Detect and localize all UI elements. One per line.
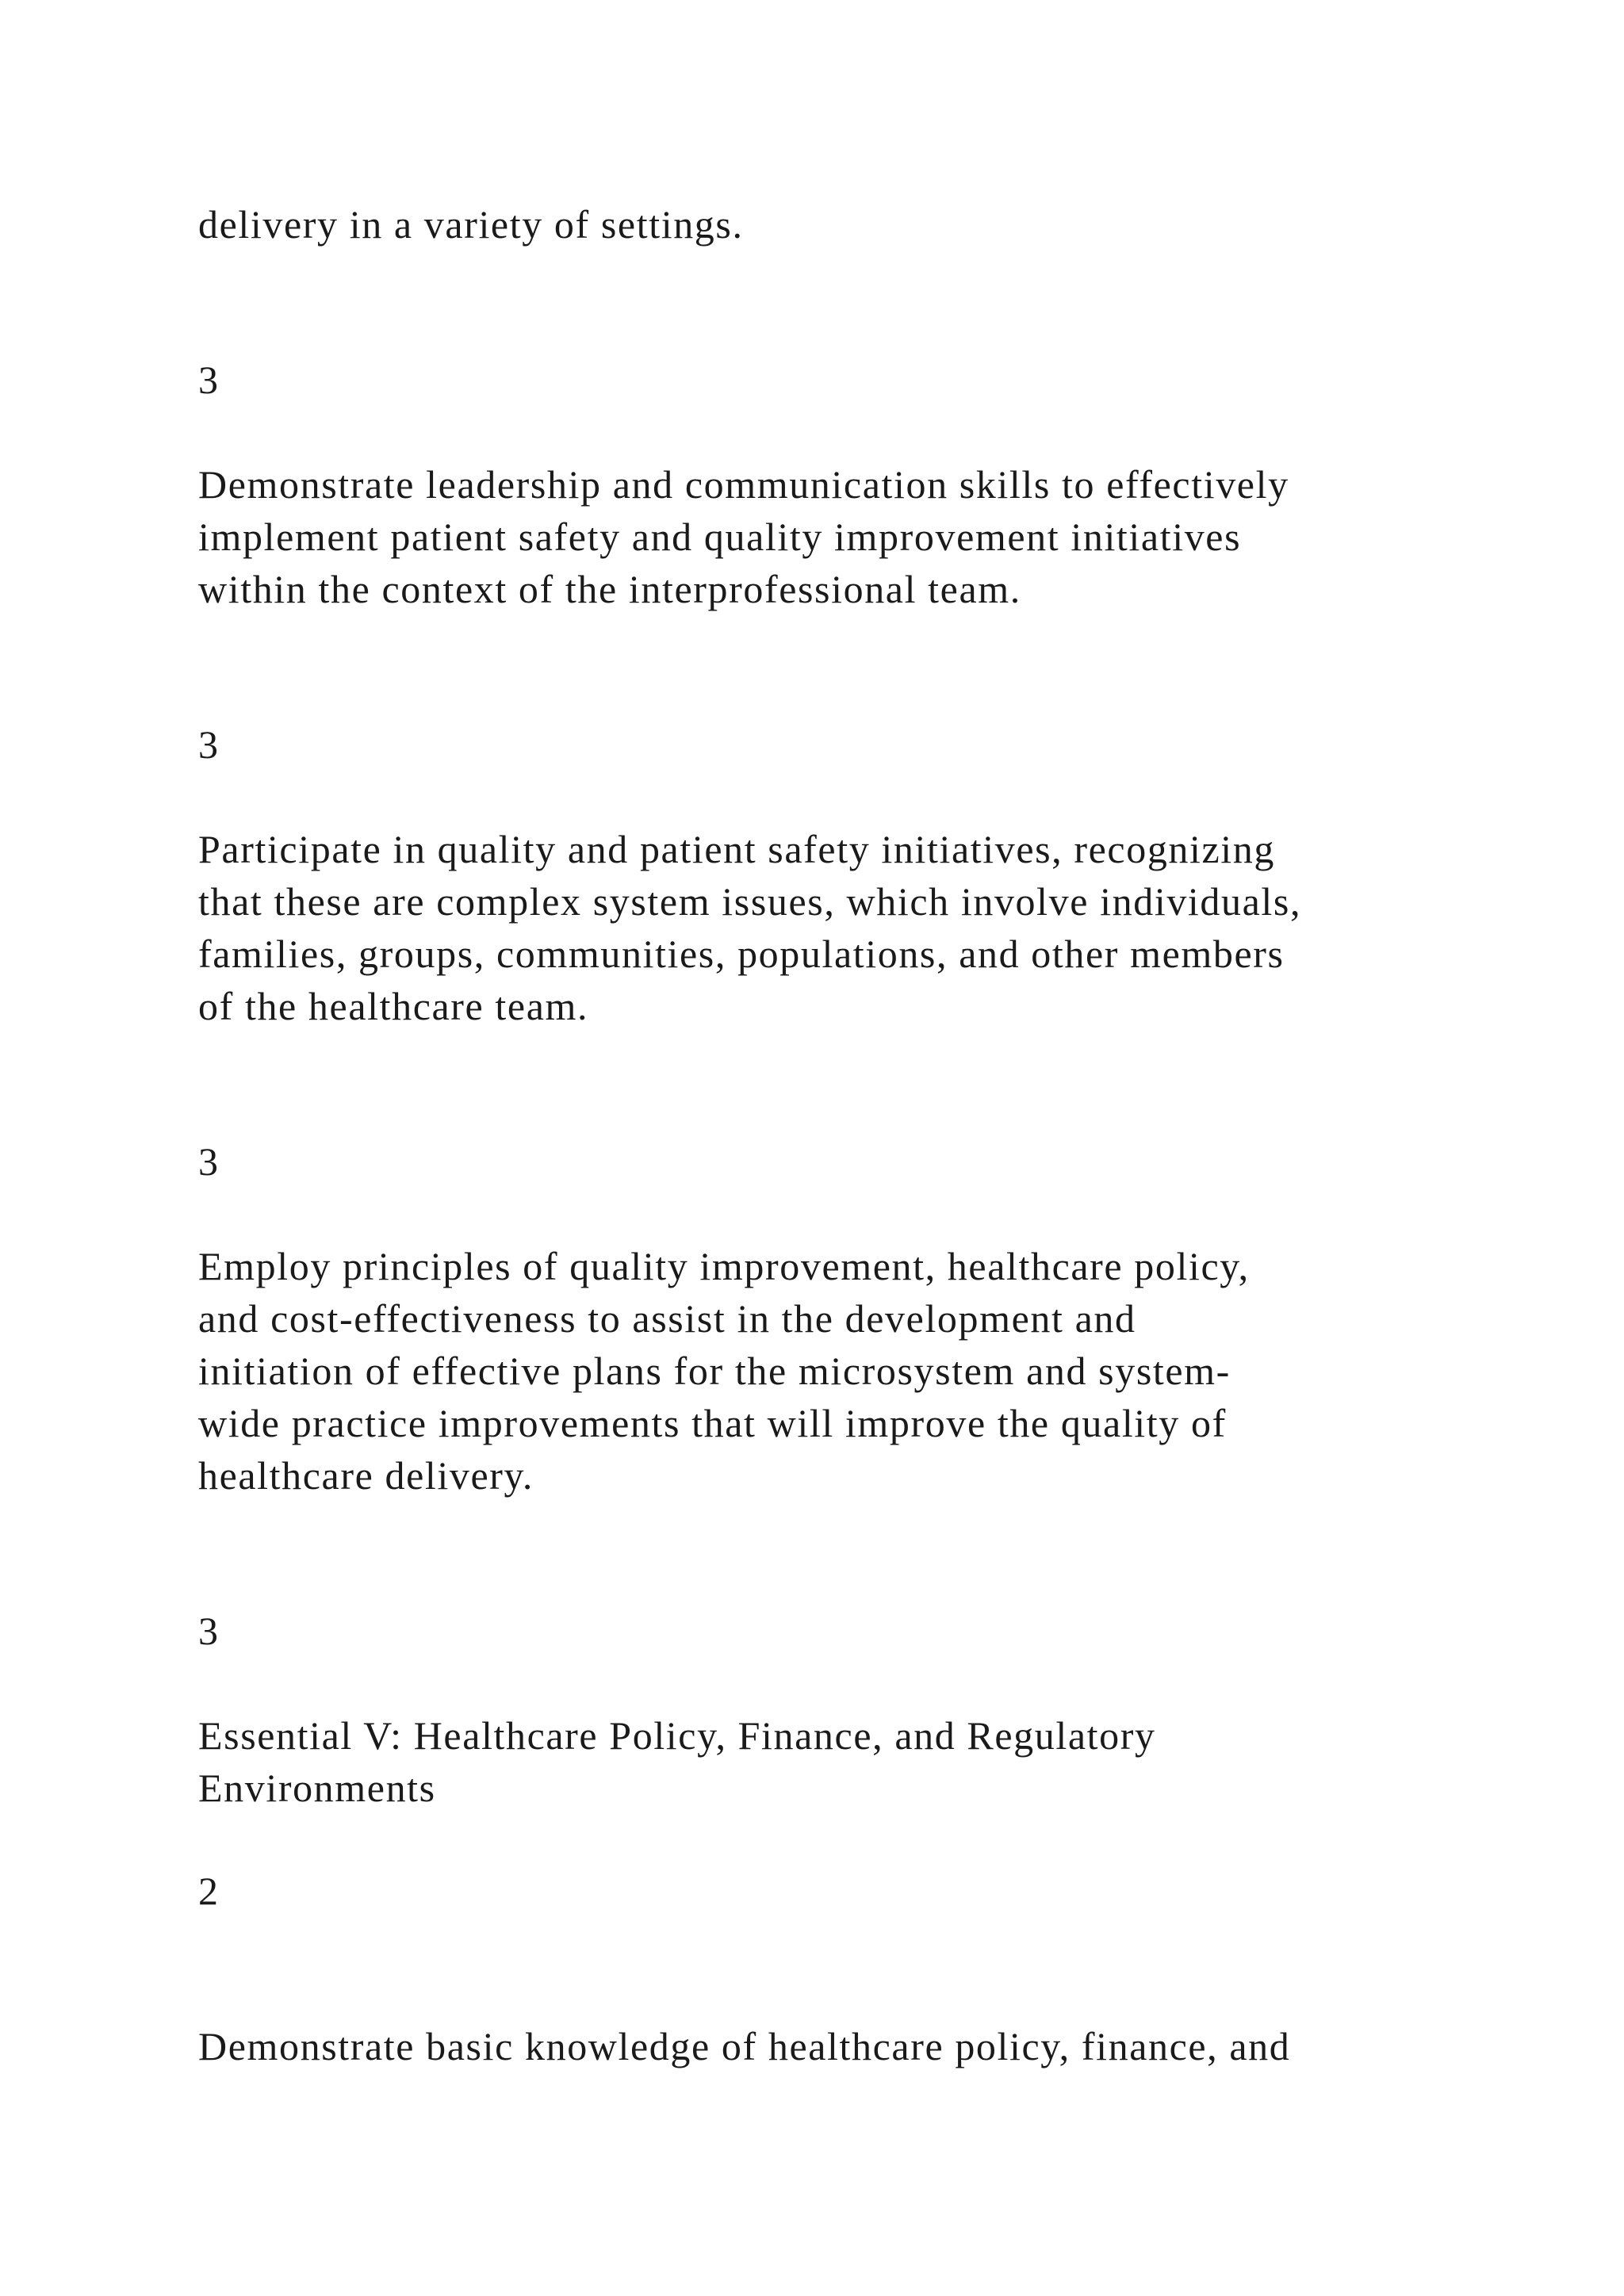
section-number: 2 xyxy=(198,1869,220,1913)
text-line: and cost-effectiveness to assist in the development and xyxy=(198,1296,1136,1341)
text-line: that these are complex system issues, which involve individuals, xyxy=(198,879,1302,924)
text-line: of the healthcare team. xyxy=(198,984,589,1028)
text-line: initiation of effective plans for the microsystem and system- xyxy=(198,1349,1231,1393)
text-line: delivery in a variety of settings. xyxy=(198,202,744,247)
text-line: Employ principles of quality improvement, healthcare policy, xyxy=(198,1244,1250,1288)
text-line: wide practice improvements that will improve the quality of xyxy=(198,1401,1227,1445)
section-heading-line: Essential V: Healthcare Policy, Finance, and Regulatory xyxy=(198,1713,1156,1758)
section-number: 3 xyxy=(198,1609,220,1653)
text-line: Demonstrate leadership and communication skills to effectively xyxy=(198,462,1289,507)
text-line: Demonstrate basic knowledge of healthcare policy, finance, and xyxy=(198,2024,1291,2068)
section-heading-line: Environments xyxy=(198,1766,436,1810)
section-number: 3 xyxy=(198,722,220,767)
section-number: 3 xyxy=(198,358,220,402)
text-line: implement patient safety and quality improvement initiatives xyxy=(198,515,1242,559)
text-line: families, groups, communities, populations, and other members xyxy=(198,932,1285,976)
text-line: Participate in quality and patient safety initiatives, recognizing xyxy=(198,827,1275,871)
text-line: within the context of the interprofessional team. xyxy=(198,567,1021,611)
text-line: healthcare delivery. xyxy=(198,1453,534,1498)
section-number: 3 xyxy=(198,1139,220,1184)
